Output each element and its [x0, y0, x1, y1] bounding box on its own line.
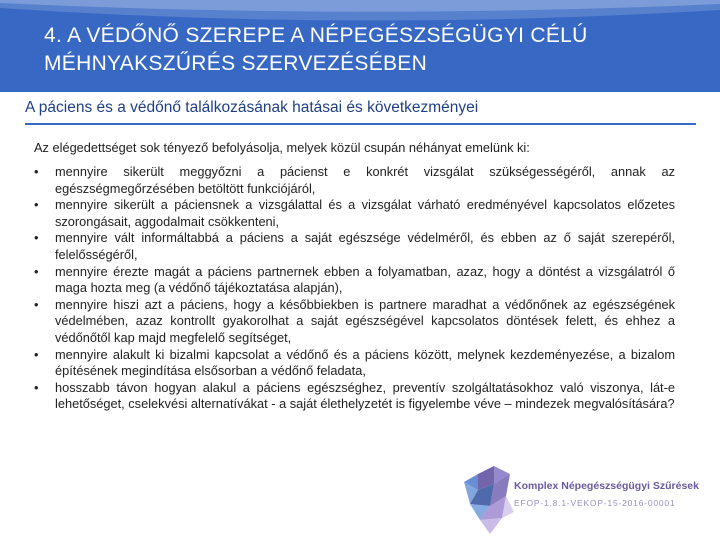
page-title-line2: MÉHNYAKSZŰRÉS SZERVEZÉSÉBEN — [44, 52, 428, 75]
list-item-text: mennyire alakult ki bizalmi kapcsolat a védőnő és a páciens között, melynek kezdeményezése, a bizalom építésének megindítása elsősorban a védőnő feladata, — [55, 346, 675, 379]
logo-program-name: Komplex Népegészségügyi Szűrések — [514, 480, 699, 492]
list-item-text: mennyire vált informáltabbá a páciens a saját egészsége védelméről, és ebben az ő saját szerepéről, felelősségéről, — [55, 230, 675, 262]
page-title — [44, 22, 684, 78]
list-item — [34, 164, 675, 197]
logo-project-code: EFOP-1.8.1-VEKOP-15-2016-00001 — [514, 498, 676, 508]
section-subtitle: A páciens és a védőnő találkozásának hatásai és következményei — [25, 99, 479, 116]
header-banner — [0, 0, 720, 92]
program-logo — [456, 460, 720, 540]
intro-text: Az elégedettséget sok tényező befolyásolja, melyek közül csupán néhányat emelünk ki: — [34, 140, 530, 155]
list-item — [34, 380, 675, 413]
list-item-text: mennyire sikerült meggyőzni a pácienst e konkrét vizsgálat szükségességéről, annak az egészségmegőrzésében betöltött funkciójáról, — [55, 164, 675, 196]
list-item-text: mennyire hiszi azt a páciens, hogy a későbbiekben is partnere maradhat a védőnőnek az egészségének védelmében, azaz kontrollt gyakorolhat a saját egészségével kapcsolatos döntések felett, és ehhez a védőnőtől kap majd megfelelő segítséget, — [55, 296, 675, 345]
bullet-icon: • — [34, 263, 39, 279]
bullet-icon: • — [34, 197, 39, 213]
list-item — [34, 297, 675, 347]
list-item — [34, 264, 675, 297]
list-item — [34, 197, 675, 230]
page-title-line1: 4. A VÉDŐNŐ SZEREPE A NÉPEGÉSZSÉGÜGYI CÉLÚ — [44, 24, 588, 47]
bullet-icon: • — [34, 164, 39, 179]
subtitle-divider — [25, 123, 696, 125]
list-item-text: mennyire sikerült a páciensnek a vizsgálattal és a vizsgálat várható eredményével kapcsolatos előzetes szorongásait, aggodalmait csökkenteni, — [55, 197, 675, 229]
bullet-icon: • — [34, 379, 39, 395]
list-item-text: hosszabb távon hogyan alakul a páciens egészséghez, preventív szolgáltatásokhoz való viszonya, lát-e lehetőséget, cselekvési alternatívákat - a saját élethelyzetét is figyelembe véve – mindezek megvalósítására? — [55, 379, 675, 412]
list-item-text: mennyire érezte magát a páciens partnernek ebben a folyamatban, azaz, hogy a döntést a vizsgálatról ő maga hozta meg (a védőnő tájékoztatása alapján), — [55, 263, 675, 296]
list-item — [34, 347, 675, 380]
bullet-icon: • — [34, 346, 39, 362]
bullet-icon: • — [34, 230, 39, 246]
factor-list — [34, 164, 675, 413]
bullet-icon: • — [34, 296, 39, 312]
logo-text — [514, 480, 714, 508]
list-item — [34, 230, 675, 263]
